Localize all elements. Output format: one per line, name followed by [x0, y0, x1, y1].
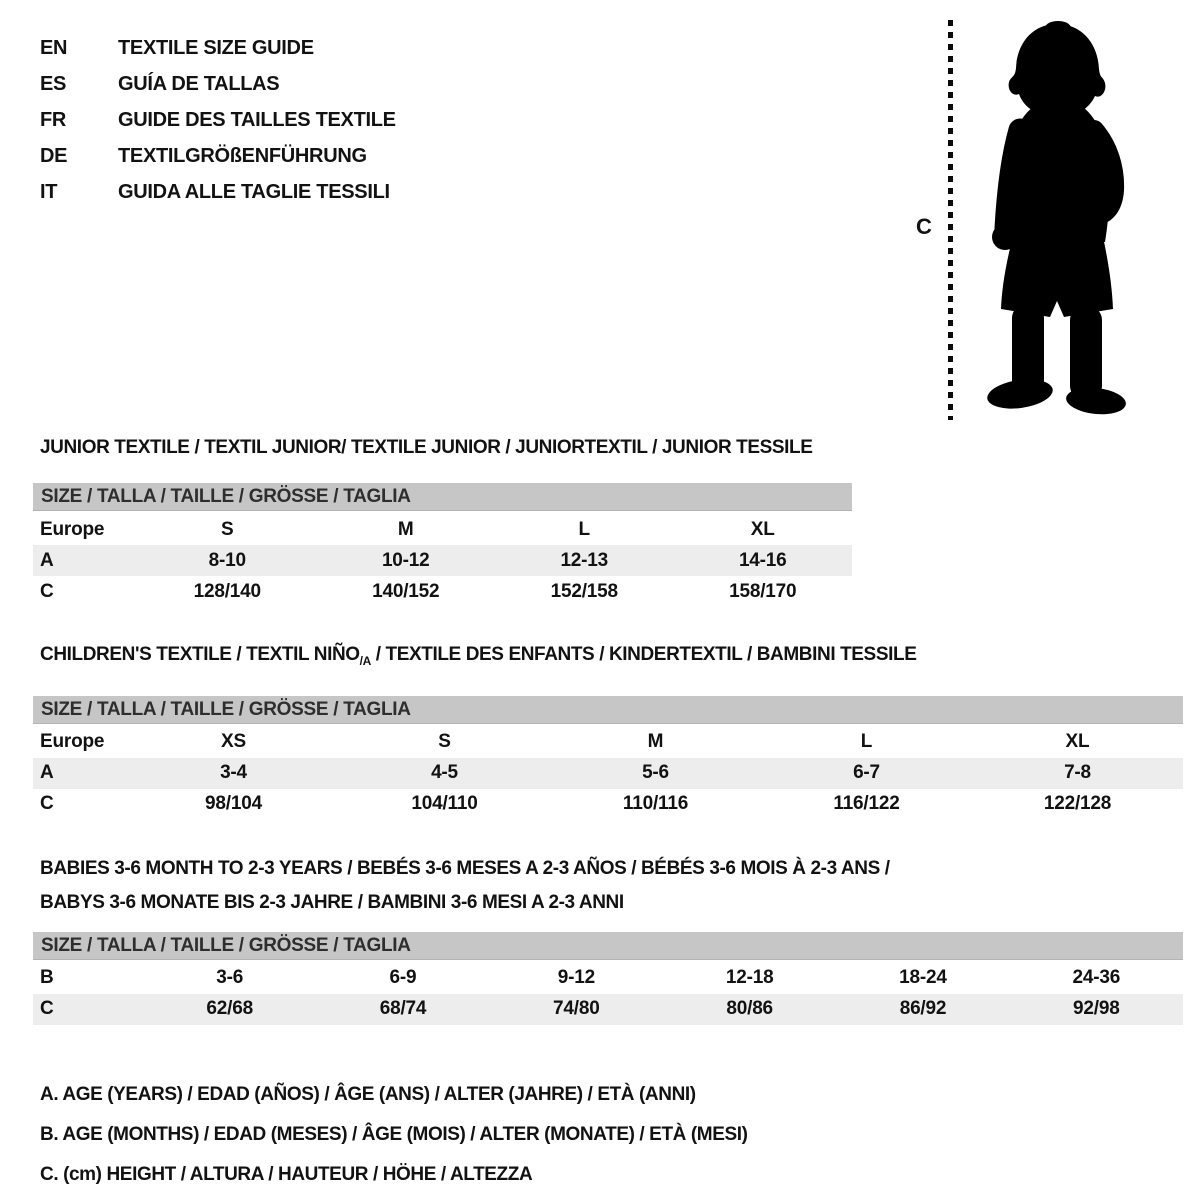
section-title-subscript: /A [359, 653, 371, 668]
section-title-text: JUNIOR TEXTILE / TEXTIL JUNIOR/ TEXTILE JUNIOR / JUNIORTEXTIL / JUNIOR TESSILE [40, 437, 813, 458]
size-table-wrap [33, 932, 1183, 1025]
legend-line: B. AGE (MONTHS) / EDAD (MESES) / ÂGE (MOIS) / ALTER (MONATE) / ETÀ (MESI) [40, 1123, 748, 1145]
size-value-cell: XS [221, 731, 246, 753]
language-row [40, 102, 1190, 138]
legend-line: A. AGE (YEARS) / EDAD (AÑOS) / ÂGE (ANS) / ALTER (JAHRE) / ETÀ (ANNI) [40, 1083, 696, 1105]
language-code: ES [40, 72, 67, 95]
row-label-cell: A [40, 549, 54, 571]
size-value-cell: 104/110 [411, 793, 478, 815]
size-value-cell: 74/80 [553, 998, 600, 1020]
section-babies-textile [40, 852, 1190, 1025]
size-value-cell: M [397, 518, 414, 540]
size-value-cell: 110/116 [622, 793, 689, 815]
size-value-cell: XL [1065, 731, 1090, 753]
legend [40, 1075, 1190, 1195]
size-value-cell: S [221, 518, 234, 540]
row-label-cell: C [40, 793, 54, 815]
language-code: FR [40, 108, 67, 131]
size-value-cell: 8-10 [208, 549, 246, 571]
size-header-band: SIZE / TALLA / TAILLE / GRÖSSE / TAGLIA [33, 932, 1183, 960]
size-table [33, 514, 852, 607]
section-title-text: BABIES 3-6 MONTH TO 2-3 YEARS / BEBÉS 3-6 MESES A 2-3 AÑOS / BÉBÉS 3-6 MOIS À 2-3 ANS / [40, 857, 890, 879]
row-label-cell: A [40, 762, 54, 784]
language-code: DE [40, 144, 68, 167]
language-list [40, 30, 1190, 210]
size-value-cell: 24-36 [1072, 967, 1121, 989]
size-guide-page [40, 30, 1190, 1195]
language-title: GUIDA ALLE TAGLIE TESSILI [118, 180, 390, 203]
size-value-cell: 9-12 [557, 967, 595, 989]
size-value-cell: S [438, 731, 451, 753]
table-row [33, 514, 852, 545]
section-title-line [40, 644, 1190, 672]
legend-line: C. (cm) HEIGHT / ALTURA / HAUTEUR / HÖHE / ALTEZZA [40, 1163, 533, 1185]
size-value-cell: 5-6 [642, 762, 669, 784]
language-code: EN [40, 36, 68, 59]
size-value-cell: L [578, 518, 590, 540]
table-row [33, 789, 1183, 820]
table-row [33, 727, 1183, 758]
size-table-wrap [33, 483, 852, 607]
table-row [33, 758, 1183, 789]
section-title-line [40, 437, 1190, 459]
size-value-cell: 4-5 [431, 762, 458, 784]
size-value-cell: 116/122 [833, 793, 900, 815]
size-header-band: SIZE / TALLA / TAILLE / GRÖSSE / TAGLIA [33, 483, 852, 511]
section-junior-textile [40, 437, 1190, 607]
measure-label-c: C [916, 214, 932, 239]
language-title: TEXTILGRÖßENFÜHRUNG [118, 144, 367, 167]
section-children-textile [40, 644, 1190, 820]
size-value-cell: 12-18 [725, 967, 774, 989]
size-value-cell: 62/68 [206, 998, 253, 1020]
size-table [33, 963, 1183, 1025]
section-title [40, 437, 1190, 459]
language-code: IT [40, 180, 58, 203]
size-value-cell: M [647, 731, 664, 753]
row-label-cell: B [40, 967, 54, 989]
size-value-cell: L [860, 731, 873, 753]
size-value-cell: 80/86 [726, 998, 773, 1020]
size-value-cell: 140/152 [372, 580, 440, 602]
section-title-line [40, 852, 1190, 886]
size-header-band: SIZE / TALLA / TAILLE / GRÖSSE / TAGLIA [33, 696, 1183, 724]
section-title [40, 644, 1190, 672]
row-label-cell: Europe [40, 518, 105, 540]
language-row [40, 30, 1190, 66]
size-value-cell: 98/104 [205, 793, 262, 815]
size-table-wrap [33, 696, 1183, 820]
section-title-text: BABYS 3-6 MONATE BIS 2-3 JAHRE / BAMBINI 3-6 MESI A 2-3 ANNI [40, 891, 624, 913]
section-title [40, 852, 1190, 920]
row-label-cell: Europe [40, 731, 105, 753]
size-value-cell: 10-12 [381, 549, 430, 571]
size-value-cell: 3-4 [220, 762, 247, 784]
table-row [33, 576, 852, 607]
size-value-cell: 152/158 [550, 580, 618, 602]
size-value-cell: 86/92 [899, 998, 947, 1020]
row-label-cell: C [40, 998, 54, 1020]
section-title-line [40, 886, 1190, 920]
sections-container [40, 437, 1190, 1025]
language-title: GUÍA DE TALLAS [118, 72, 280, 95]
language-title: TEXTILE SIZE GUIDE [118, 36, 314, 59]
size-value-cell: 68/74 [379, 998, 427, 1020]
size-value-cell: 14-16 [738, 549, 787, 571]
size-value-cell: 7-8 [1064, 762, 1091, 784]
language-title: GUIDE DES TAILLES TEXTILE [118, 108, 396, 131]
size-value-cell: 128/140 [193, 580, 261, 602]
size-table [33, 727, 1183, 820]
section-title-text: CHILDREN'S TEXTILE / TEXTIL NIÑO [40, 644, 360, 665]
table-row [33, 994, 1183, 1025]
size-value-cell: XL [750, 518, 775, 540]
section-title-text: / TEXTILE DES ENFANTS / KINDERTEXTIL / BAMBINI TESSILE [370, 644, 917, 665]
size-value-cell: 92/98 [1073, 998, 1120, 1020]
row-label-cell: C [40, 580, 54, 602]
size-value-cell: 12-13 [560, 549, 609, 571]
language-row [40, 174, 1190, 210]
table-row [33, 545, 852, 576]
language-row [40, 66, 1190, 102]
table-row [33, 963, 1183, 994]
size-value-cell: 158/170 [729, 580, 797, 602]
size-value-cell: 3-6 [216, 967, 244, 989]
size-value-cell: 122/128 [1043, 793, 1112, 815]
size-value-cell: 6-7 [853, 762, 880, 784]
size-value-cell: 18-24 [899, 967, 947, 989]
language-row [40, 138, 1190, 174]
size-value-cell: 6-9 [389, 967, 417, 989]
